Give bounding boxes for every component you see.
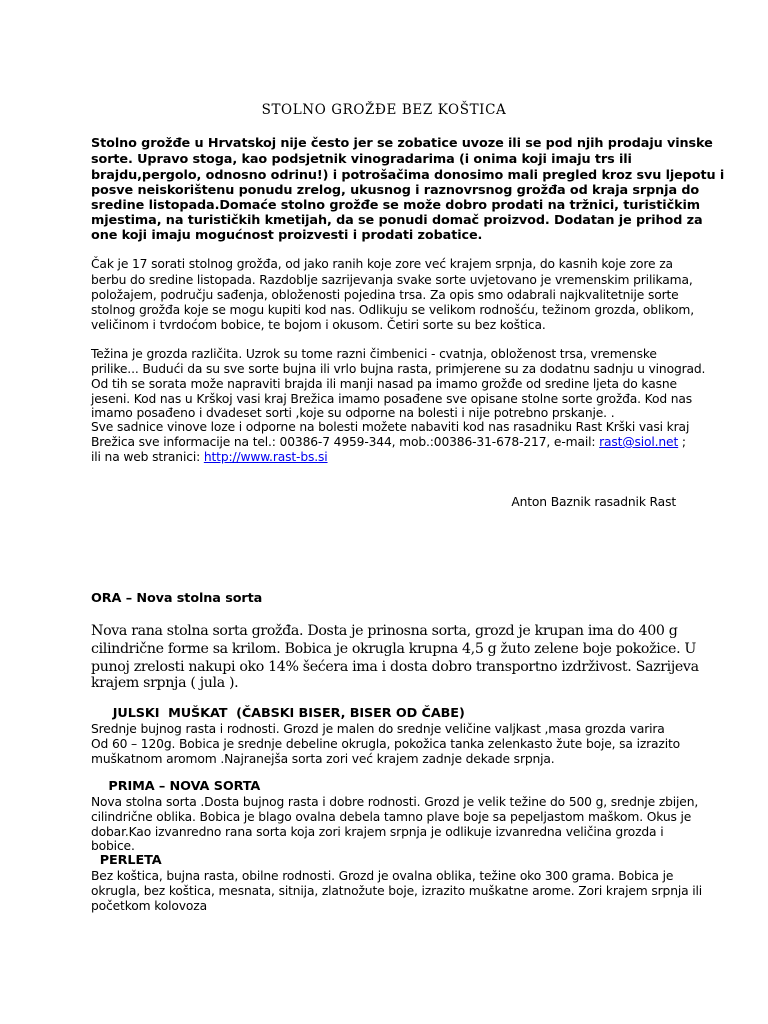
email-link[interactable]: rast@siol.net (599, 435, 679, 449)
text-line: veličinom i tvrdoćom bobice, te bojom i okusom. Četiri sorte su bez koštica. (91, 318, 546, 332)
contact-text: ; (678, 435, 686, 449)
text-line: Od tih se sorata može napraviti brajda ili manji nasad pa imamo grožđe od sredine ljeta do kasne (91, 377, 677, 391)
text-line: jeseni. Kod nas u Krškoj vasi kraj Brežica imamo posađene sve opisane stolne sorte grožđa. Kod nas (91, 392, 693, 406)
website-link[interactable]: http://www.rast-bs.si (203, 450, 328, 464)
contact-text: Brežica sve informacije na tel.: 00386-7 4959-344, mob.:00386-31-678-217, e-mail: (91, 435, 600, 449)
text-line: imamo posađeno i dvadeset sorti ,koje su odporne na bolesti i nije potrebno prskanje. . (91, 406, 615, 420)
text-line: Od 60 – 120g. Bobica je srednje debeline okrugla, pokožica tanka zelenkasto žute boje, sa izrazito (91, 737, 681, 751)
text-line: Nova stolna sorta .Dosta bujnog rasta i dobre rodnosti. Grozd je velik težine do 500 g, srednje zbijen, (91, 795, 699, 809)
intro-line: sredine listopada.Domaće stolno grožđe se može dobro prodati na tržnici, turističkim (91, 198, 701, 213)
text-line: Čak je 17 sorati stolnog grožđa, od jako ranih koje zore već krajem srpnja, do kasnih koje zore za (91, 257, 673, 271)
text-line: Težina je grozda različita. Uzrok su tome razni čimbenici - cvatnja, obloženost trsa, vremenske (91, 347, 657, 361)
section-heading-julski-muskat: JULSKI MUŠKAT (ČABSKI BISER, BISER OD ČABE) (91, 706, 465, 721)
text-line: punoj zrelosti nakupi oko 14% šećera ima i dosta dobro transportno izdrživost. Sazrijeva (91, 659, 699, 675)
intro-line: Stolno grožđe u Hrvatskoj nije često jer se zobatice uvoze ili se pod njih prodaju vinske (91, 136, 713, 151)
intro-line: sorte. Upravo stoga, kao podsjetnik vinogradarima (i onima koji imaju trs ili (91, 152, 632, 167)
text-line: Sve sadnice vinove loze i odporne na bolesti možete nabaviti kod nas rasadniku Rast Krški vasi kraj (91, 420, 690, 434)
section-heading-prima: PRIMA – NOVA SORTA (91, 779, 261, 794)
text-line: Srednje bujnog rasta i rodnosti. Grozd je malen do srednje veličine valjkast ,masa grozda varira (91, 722, 665, 736)
text-line: okrugla, bez koštica, mesnata, sitnija, zlatnožute boje, izrazito muškatne arome. Zori krajem srpnja ili (91, 884, 703, 898)
text-line: Bez koštica, bujna rasta, obilne rodnosti. Grozd je ovalna oblika, težine oko 300 grama. Bobica je (91, 869, 674, 883)
intro-line: brajdu,pergolo, odnosno odrinu!) i potrošačima donosimo mali pregled kroz svu ljepotu i (91, 168, 725, 183)
intro-line: mjestima, na turističkih kmetijah, da se ponudi domač proizvod. Dodatan je prihod za (91, 213, 703, 228)
text-line: muškatnom aromom .Najranejša sorta zori već krajem zadnje dekade srpnja. (91, 752, 555, 766)
text-line: berbu do sredine listopada. Razdoblje sazrijevanja svake sorte uvjetovano je vremenskim prilikama, (91, 273, 693, 287)
document-title: STOLNO GROŽĐE BEZ KOŠTICA (261, 102, 507, 118)
text-line: cilindrične forme sa krilom. Bobica je okrugla krupna 4,5 g žuto zelene boje pokožice. U (91, 641, 696, 657)
text-line: prilike... Budući da su sve sorte bujna ili vrlo bujna rasta, primjerene su za dodatnu sadnju u vinograd. (91, 362, 706, 376)
text-line: Nova rana stolna sorta grožđa. Dosta je prinosna sorta, grozd je krupan ima do 400 g (91, 623, 678, 639)
text-line: bobice. (91, 839, 135, 853)
contact-line (91, 450, 328, 464)
text-line: stolnog grožđa koje se mogu kupiti kod nas. Odlikuju se velikom rodnošću, težinom grozda, oblikom, (91, 303, 694, 317)
text-line: dobar.Kao izvanredno rana sorta koja zori krajem srpnja je odlikuje izvanredna veličina grozda i (91, 825, 664, 839)
section-heading-ora: ORA – Nova stolna sorta (91, 591, 263, 606)
intro-line: posve neiskorištenu ponudu zrelog, ukusnog i raznovrsnog grožđa od kraja srpnja do (91, 183, 700, 198)
intro-line: one koji imaju mogućnost proizvesti i prodati zobatice. (91, 228, 483, 243)
section-heading-perleta: PERLETA (91, 853, 162, 868)
text-line: početkom kolovoza (91, 899, 207, 913)
text-line: krajem srpnja ( jula ). (91, 675, 239, 691)
text-line: položajem, području sađenja, obloženosti pojedina trsa. Za opis smo odabrali najkvalitetnije sorte (91, 288, 679, 302)
text-line: cilindrične oblika. Bobica je blago ovalna debela tamno plave boje sa pepeljastom maškom. Okus je (91, 810, 692, 824)
contact-line (91, 435, 686, 449)
contact-text: ili na web stranici: (91, 450, 204, 464)
signature: Anton Baznik rasadnik Rast (511, 495, 676, 509)
